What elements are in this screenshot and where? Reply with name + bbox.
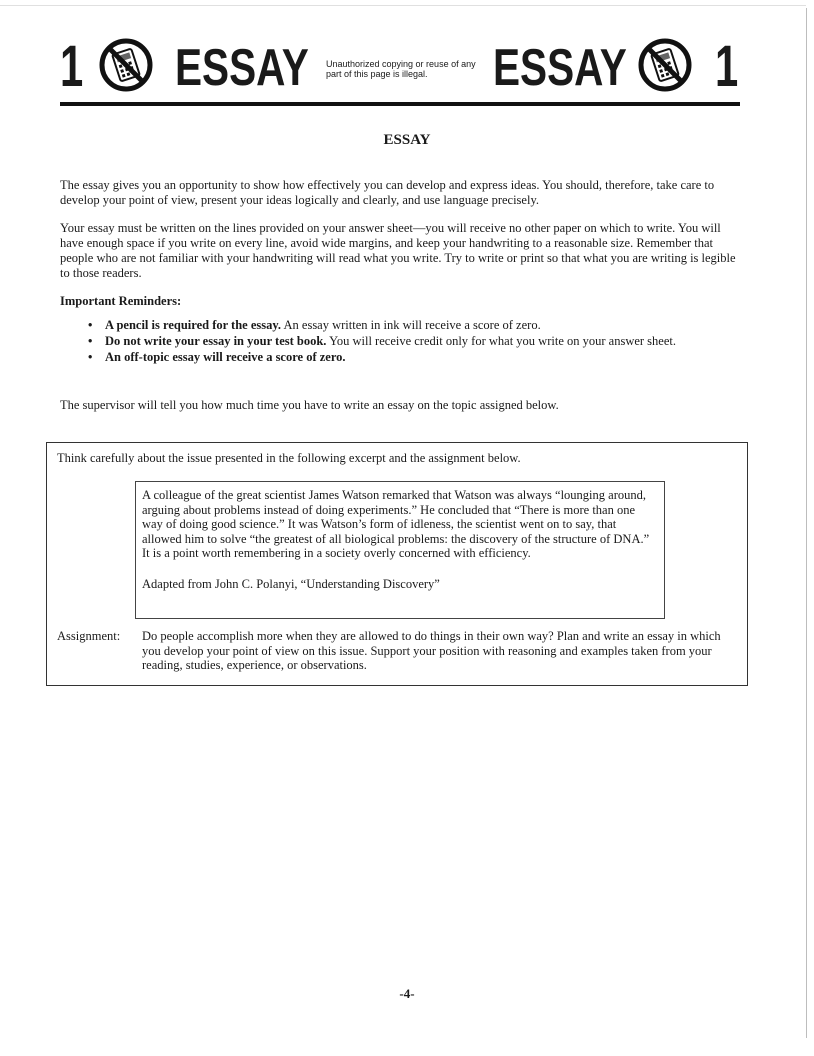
reminder-item [88, 350, 688, 365]
reminders-list [88, 318, 688, 366]
page-header [60, 34, 740, 108]
no-calculator-icon [638, 38, 692, 92]
section-number-left: 1 [60, 34, 84, 99]
header-rule [60, 102, 740, 106]
reminder-text: You will receive credit only for what you write on your answer sheet. [326, 334, 676, 348]
section-title-right: ESSAY [493, 39, 627, 97]
reminder-bold: An off-topic essay will receive a score of zero. [105, 350, 346, 364]
excerpt-box [135, 481, 665, 619]
reminder-bold: Do not write your essay in your test book. [105, 334, 327, 348]
reminder-text: An essay written in ink will receive a score of zero. [281, 318, 541, 332]
page-number: -4- [399, 986, 415, 1001]
excerpt-text: A colleague of the great scientist James Watson remarked that Watson was always “lounging around, arguing about problems instead of doing experiments.” He concluded that “There is more than one way of doing good science.” It was Watson’s form of idleness, the scientist went on to say, that allowed him to solve “the greatest of all biological problems: the discovery of the structure of DNA.” It is a point worth remembering in a society overly concerned with efficiency. [142, 488, 650, 560]
copyright-notice: Unauthorized copying or reuse of any part of this page is illegal. [326, 59, 476, 79]
reminders-heading: Important Reminders: [60, 294, 182, 308]
section-number-right: 1 [715, 34, 739, 99]
intro-paragraph-2: Your essay must be written on the lines provided on your answer sheet—you will receive no other paper on which to write. You will have enough space if you write on every line, avoid wide margins, and keep your handwriting to a reasonable size. Remember that people who are not familiar with your handwriting will read what you write. Try to write or print so that what you are writing is legible to those readers. [60, 221, 736, 280]
reminder-item [88, 334, 688, 349]
prompt-intro: Think carefully about the issue presented in the following excerpt and the assignment below. [57, 451, 521, 465]
intro-paragraph-1: The essay gives you an opportunity to show how effectively you can develop and express ideas. You should, therefore, take care to develop your point of view, present your ideas logically and clearly, and use language precisely. [60, 178, 715, 207]
assignment-label: Assignment: [57, 629, 121, 643]
page-title: ESSAY [383, 132, 431, 148]
reminder-item [88, 318, 688, 333]
section-title-left: ESSAY [175, 39, 309, 97]
reminder-bold: A pencil is required for the essay. [105, 318, 282, 332]
page-edge-right [806, 8, 807, 1038]
no-calculator-icon [99, 38, 153, 92]
page-edge-top [0, 5, 806, 6]
supervisor-note: The supervisor will tell you how much time you have to write an essay on the topic assigned below. [60, 398, 559, 412]
assignment-text: Do people accomplish more when they are allowed to do things in their own way? Plan and write an essay in which you develop your point of view on this issue. Support your position with reasoning and examples taken from your reading, studies, experience, or observations. [142, 629, 721, 672]
excerpt-source: Adapted from John C. Polanyi, “Understanding Discovery” [142, 576, 440, 591]
essay-prompt-box [46, 442, 748, 686]
